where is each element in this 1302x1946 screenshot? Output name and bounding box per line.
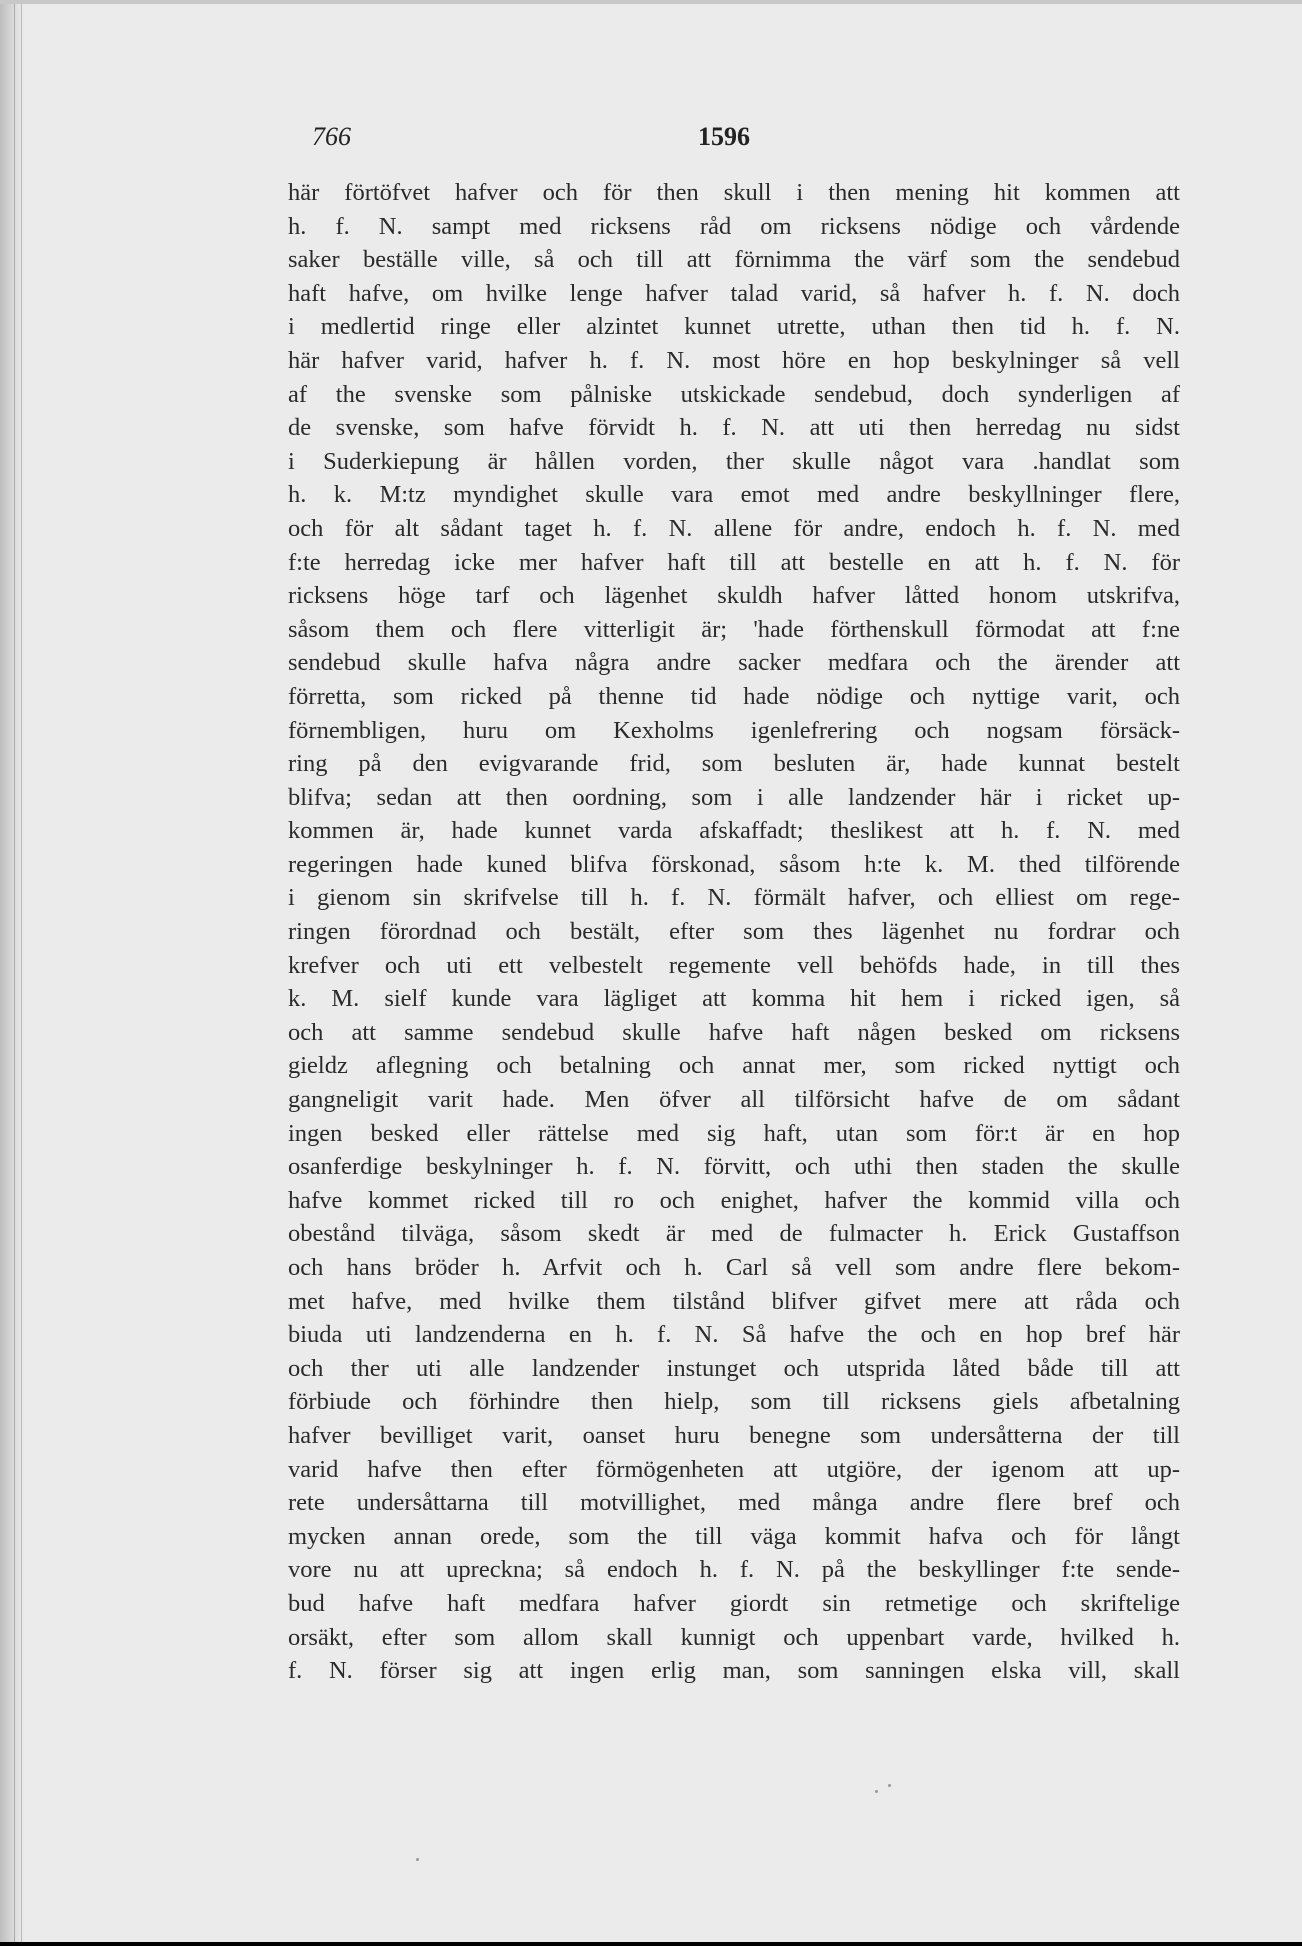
text-line: bud hafve haft medfara hafver giordt sin retmetige och skriftelige [288, 1589, 1180, 1617]
running-header-year: 1596 [698, 122, 750, 151]
text-line: de svenske, som hafve förvidt h. f. N. att uti then herredag nu sidst [288, 414, 1180, 442]
text-line: obestånd tilväga, såsom skedt är med de fulmacter h. Erick Gustaffson [288, 1220, 1180, 1248]
text-line: k. M. sielf kunde vara lägliget att komma hit hem i ricked igen, så [288, 985, 1180, 1013]
text-line: ringen förordnad och bestält, efter som thes lägenhet nu fordrar och [288, 918, 1180, 946]
paper-speck [416, 1858, 419, 1861]
text-line: vore nu att upreckna; så endoch h. f. N. på the beskyllinger f:te sende- [288, 1556, 1180, 1584]
text-line: hafver bevilliget varit, oanset huru benegne som undersåtterna der till [288, 1421, 1180, 1449]
text-line: och ther uti alle landzender instunget och utsprida låted både till att [288, 1354, 1180, 1382]
text-line: rete undersåttarna till motvillighet, med många andre flere bref och [288, 1489, 1180, 1517]
text-line: blifva; sedan att then oordning, som i alle landzender här i ricket up- [288, 783, 1180, 811]
text-line: f. N. förser sig att ingen erlig man, som sanningen elska vill, skall [288, 1657, 1180, 1685]
paper-speck [875, 1790, 878, 1793]
text-line: haft hafve, om hvilke lenge hafver talad varid, så hafver h. f. N. doch [288, 279, 1180, 307]
top-edge [0, 0, 1302, 4]
text-line: i Suderkiepung är hållen vorden, ther skulle något vara .handlat som [288, 447, 1180, 475]
text-line: h. k. M:tz myndighet skulle vara emot med andre beskyllninger flere, [288, 481, 1180, 509]
text-line: sendebud skulle hafva några andre sacker medfara och the ärender att [288, 649, 1180, 677]
text-line: ring på den evigvarande frid, som besluten är, hade kunnat bestelt [288, 750, 1180, 778]
text-line: kommen är, hade kunnet varda afskaffadt; theslikest att h. f. N. med [288, 817, 1180, 845]
text-line: met hafve, med hvilke them tilstånd blifver gifvet mere att råda och [288, 1287, 1180, 1315]
text-line: här hafver varid, hafver h. f. N. most höre en hop beskylninger så vell [288, 346, 1180, 374]
text-line: förretta, som ricked på thenne tid hade nödige och nyttige varit, och [288, 682, 1180, 710]
text-line: hafve kommet ricked till ro och enighet, hafver the kommid villa och [288, 1186, 1180, 1214]
text-line: mycken annan orede, som the till väga kommit hafva och för långt [288, 1522, 1180, 1550]
text-line: och att samme sendebud skulle hafve haft någen besked om ricksens [288, 1018, 1180, 1046]
page-number: 766 [312, 122, 351, 151]
text-line: i gienom sin skrifvelse till h. f. N. förmält hafver, och elliest om rege- [288, 884, 1180, 912]
text-line: regeringen hade kuned blifva förskonad, såsom h:te k. M. thed tilförende [288, 850, 1180, 878]
text-line: såsom them och flere vitterligit är; 'hade förthenskull förmodat att f:ne [288, 615, 1180, 643]
text-line: varid hafve then efter förmögenheten att utgiöre, der igenom att up- [288, 1455, 1180, 1483]
text-line: här förtöfvet hafver och för then skull i then mening hit kommen att [288, 179, 1180, 206]
text-line: och för alt sådant taget h. f. N. allene för andre, endoch h. f. N. med [288, 514, 1180, 542]
text-line: gangneligit varit hade. Men öfver all tilförsicht hafve de om sådant [288, 1086, 1180, 1114]
paper-speck [888, 1784, 891, 1787]
text-line: ingen besked eller rättelse med sig haft, utan som för:t är en hop [288, 1119, 1180, 1147]
text-line: h. f. N. sampt med ricksens råd om ricksens nödige och vårdende [288, 212, 1180, 240]
text-line: f:te herredag icke mer hafver haft till att bestelle en att h. f. N. för [288, 548, 1180, 576]
text-line: ricksens höge tarf och lägenhet skuldh hafver låtted honom utskrifva, [288, 582, 1180, 610]
text-line: saker beställe ville, så och till att förnimma the värf som the sendebud [288, 246, 1180, 274]
text-line: i medlertid ringe eller alzintet kunnet utrette, uthan then tid h. f. N. [288, 313, 1180, 341]
text-line: gieldz aflegning och betalning och annat mer, som ricked nyttigt och [288, 1052, 1180, 1080]
text-line: krefver och uti ett velbestelt regemente vell behöfds hade, in till thes [288, 951, 1180, 979]
text-line: af the svenske som pålniske utskickade sendebud, doch synderligen af [288, 380, 1180, 408]
binding-edge [14, 0, 22, 1942]
body-text [288, 176, 1180, 1688]
text-line: förnembligen, huru om Kexholms igenlefrering och nogsam försäck- [288, 716, 1180, 744]
text-line: biuda uti landzenderna en h. f. N. Så hafve the och en hop bref här [288, 1321, 1180, 1349]
text-line: orsäkt, efter som allom skall kunnigt och uppenbart varde, hvilked h. [288, 1623, 1180, 1651]
text-line: och hans bröder h. Arfvit och h. Carl så vell som andre flere bekom- [288, 1254, 1180, 1281]
text-line: osanferdige beskylninger h. f. N. förvitt, och uthi then staden the skulle [288, 1153, 1180, 1181]
text-line: förbiude och förhindre then hielp, som till ricksens giels afbetalning [288, 1388, 1180, 1416]
